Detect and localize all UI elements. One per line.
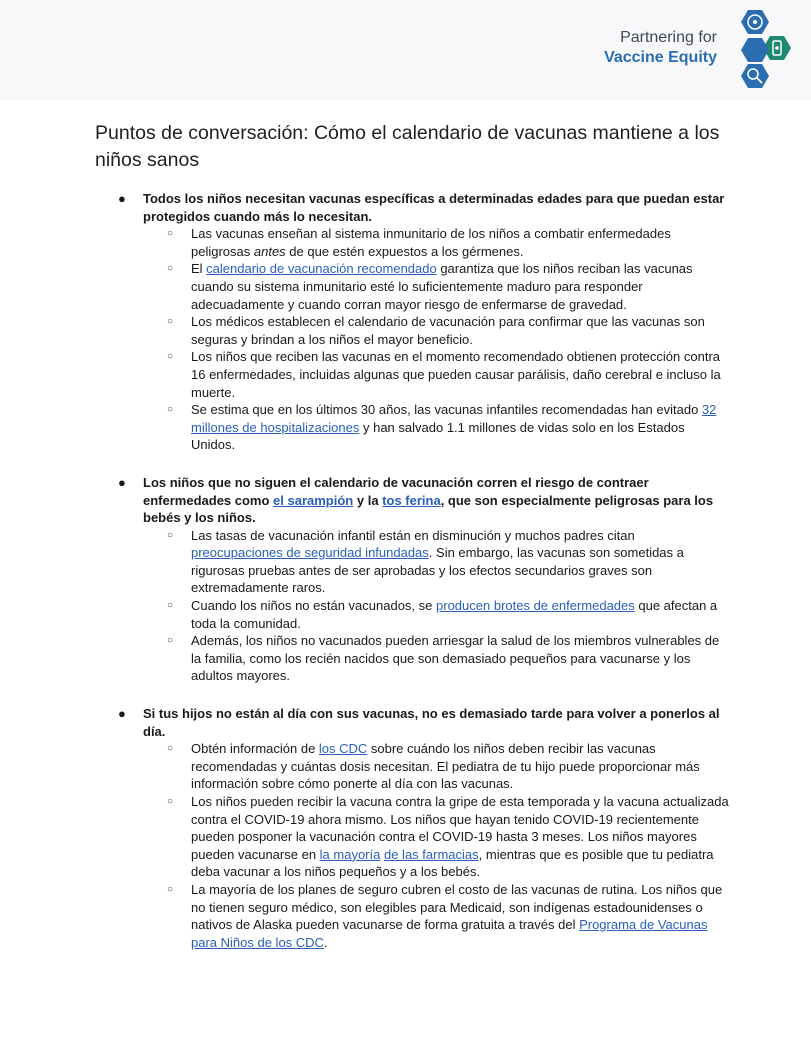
inline-link[interactable]: 32 millones de hospitalizaciones <box>191 402 717 435</box>
section-2 <box>118 474 730 685</box>
section-3 <box>118 705 730 951</box>
text-run: , mientras que es posible que tu pediatra deba vacunar a los niños pequeños y a los bebés. <box>191 846 714 880</box>
inline-link[interactable]: preocupaciones de seguridad infundadas <box>191 545 429 561</box>
list-item: ○ El calendario de vacunación recomendado garantiza que los niños reciban las vacunas cuando su sistema inmunitario esté lo suficientemente maduro para responder adecuadamente y cuando corran mayor riesgo de enfermarse de gravedad. <box>167 261 693 312</box>
sub-list <box>118 740 730 951</box>
inline-link[interactable]: la mayoría <box>319 846 381 862</box>
inline-link[interactable]: el sarampión <box>273 492 354 508</box>
text-run: Las vacunas enseñan al sistema inmunitario de los niños a combatir enfermedades peligrosas <box>191 226 671 259</box>
vaccine-equity-logo-icon <box>722 8 802 88</box>
section-title <box>143 474 730 527</box>
text-run: Obtén información de <box>191 741 319 757</box>
text-run: . <box>323 934 328 950</box>
page-title: Puntos de conversación: Cómo el calendario de vacunas mantiene a los niños sanos <box>95 122 720 171</box>
text-run: . Sin embargo, las vacunas son sometidas a rigurosas pruebas antes de ser aprobadas y los efectos secundarios graves son extremadamente raros. <box>191 545 684 596</box>
text-run: Todos los niños necesitan vacunas específicas a determinadas edades para que puedan estar protegidos cuando más lo necesitan. <box>143 191 725 224</box>
list-item: ○ Las vacunas enseñan al sistema inmunitario de los niños a combatir enfermedades peligrosas antes de que estén expuestos a los gérmenes. <box>167 226 671 259</box>
text-run: y la <box>353 492 383 508</box>
inline-link[interactable]: calendario de vacunación recomendado <box>206 261 437 277</box>
text-run: Cuando los niños no están vacunados, se <box>191 598 437 614</box>
page-header <box>0 0 811 100</box>
text-run: Si tus hijos no están al día con sus vacunas, no es demasiado tarde para volver a ponerlos al día. <box>143 706 720 739</box>
text-run: La mayoría de los planes de seguro cubren el costo de las vacunas de rutina. Los niños que no tienen seguro médico, son elegibles para Medicaid, son indígenas estadounidenses o nativos de Alaska pueden vacunarse de forma gratuita a través del <box>191 881 723 933</box>
section-bullet: ● <box>118 191 126 206</box>
brand-line1: Partnering for <box>620 29 717 46</box>
text-run: Las tasas de vacunación infantil están en disminución y muchos padres citan <box>191 527 635 543</box>
section-title <box>143 190 730 225</box>
text-run: sobre cuándo los niños deben recibir las vacunas recomendadas y cuántas dosis necesitan. El pediatra de tu hijo puede proporcionar más información sobre cómo ponerte al día con las vacunas. <box>191 741 700 792</box>
list-item: ○ Los niños pueden recibir la vacuna contra la gripe de esta temporada y la vacuna actualizada contra el COVID-19 ahora mismo. Los niños que hayan tenido COVID-19 recientemente pueden posponer la vacunación contra el COVID-19 hasta 3 meses. Los niños mayores pueden vacunarse en la mayoría de las farmacias, mientras que es posible que tu pediatra deba vacunar a los niños pequeños y a los bebés. <box>167 794 729 880</box>
text-run: y han salvado 1.1 millones de vidas solo en los Estados Unidos. <box>191 419 685 453</box>
text-run: garantiza que los niños reciban las vacunas cuando su sistema inmunitario esté lo suficientemente maduro para responder adecuadamente y cuando corran mayor riesgo de enfermarse de gravedad. <box>191 261 693 312</box>
text-run: Se estima que en los últimos 30 años, las vacunas infantiles recomendadas han evitado <box>191 402 702 418</box>
section-1 <box>118 190 730 454</box>
text-run: de que estén expuestos a los gérmenes. <box>285 243 524 259</box>
inline-link[interactable]: de las farmacias <box>383 846 479 862</box>
list-item: ○ Los médicos establecen el calendario de vacunación para confirmar que las vacunas son seguras y brindan a los niños el mayor beneficio. <box>167 314 705 347</box>
list-item: ○ Las tasas de vacunación infantil están en disminución y muchos padres citan preocupaciones de seguridad infundadas. Sin embargo, las vacunas son sometidas a rigurosas pruebas antes de ser aprobadas y los efectos secundarios graves son extremadamente raros. <box>167 527 684 596</box>
list-item: ○ Se estima que en los últimos 30 años, las vacunas infantiles recomendadas han evitado 32 millones de hospitalizaciones y han salvado 1.1 millones de vidas solo en los Estados Unidos. <box>167 402 717 453</box>
list-item: ○ Obtén información de los CDC sobre cuándo los niños deben recibir las vacunas recomendadas y cuántas dosis necesitan. El pediatra de tu hijo puede proporcionar más información sobre cómo ponerte al día con las vacunas. <box>167 741 700 792</box>
list-item: ○ La mayoría de los planes de seguro cubren el costo de las vacunas de rutina. Los niños que no tienen seguro médico, son elegibles para Medicaid, son indígenas estadounidenses o nativos de Alaska pueden vacunarse de forma gratuita a través del Programa de Vacunas para Niños de los CDC. <box>167 881 723 950</box>
list-item: ○ Cuando los niños no están vacunados, se producen brotes de enfermedades que afectan a toda la comunidad. <box>167 598 718 631</box>
brand-wordmark <box>604 28 717 68</box>
inline-link[interactable]: producen brotes de enfermedades <box>436 598 635 614</box>
text-run: El <box>191 261 207 277</box>
text-run: Los niños que reciben las vacunas en el momento recomendado obtienen protección contra 16 enfermedades, incluidas algunas que pueden causar parálisis, daño cerebral e incluso la muerte. <box>191 349 721 400</box>
text-run: Los médicos establecen el calendario de vacunación para confirmar que las vacunas son seguras y brindan a los niños el mayor beneficio. <box>191 314 705 347</box>
text-run: que afectan a toda la comunidad. <box>191 598 718 631</box>
section-title <box>143 705 730 740</box>
text-run: Los niños pueden recibir la vacuna contra la gripe de esta temporada y la vacuna actualizada contra el COVID-19 ahora mismo. Los niños que hayan tenido COVID-19 recientemente pueden posponer la vacunación contra el COVID-19 hasta 3 meses. Los niños mayores pueden vacunarse en <box>191 794 729 862</box>
text-run: , que son especialmente peligrosas para los bebés y los niños. <box>143 492 714 526</box>
list-item: ○ Además, los niños no vacunados pueden arriesgar la salud de los miembros vulnerables de la familia, como los recién nacidos que son demasiado pequeños para vacunarse y los adultos mayores. <box>167 633 720 684</box>
text-run: Los niños que no siguen el calendario de vacunación corren el riesgo de contraer enfermedades como <box>143 474 649 508</box>
emphasis-text: antes <box>253 243 286 259</box>
text-run: Además, los niños no vacunados pueden arriesgar la salud de los miembros vulnerables de la familia, como los recién nacidos que son demasiado pequeños para vacunarse y los adultos mayores. <box>191 633 720 684</box>
inline-link[interactable]: Programa de Vacunas para Niños de los CDC <box>191 917 708 950</box>
list-item: ○ Los niños que reciben las vacunas en el momento recomendado obtienen protección contra 16 enfermedades, incluidas algunas que pueden causar parálisis, daño cerebral e incluso la muerte. <box>167 349 721 400</box>
sub-list <box>118 527 730 685</box>
talking-points <box>118 190 730 971</box>
section-bullet: ● <box>118 474 126 490</box>
inline-link[interactable]: tos ferina <box>382 492 441 508</box>
inline-link[interactable]: los CDC <box>318 741 368 757</box>
sub-list <box>118 225 730 454</box>
section-bullet: ● <box>118 706 126 722</box>
brand-line2: Vaccine Equity <box>604 49 717 66</box>
